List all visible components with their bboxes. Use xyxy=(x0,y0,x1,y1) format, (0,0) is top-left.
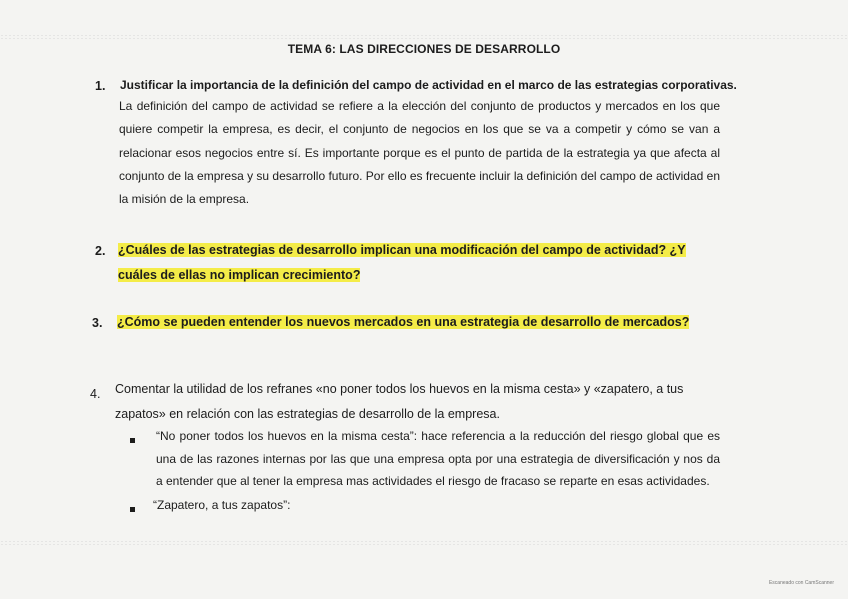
question-2-text xyxy=(118,238,723,288)
question-1-number: 1. xyxy=(95,79,106,93)
bullet-marker-2 xyxy=(130,507,135,512)
question-3-text xyxy=(117,310,737,335)
page-title: TEMA 6: LAS DIRECCIONES DE DESARROLLO xyxy=(287,42,561,56)
question-2-highlight: ¿Cuáles de las estrategias de desarrollo implican una modificación del campo de actividad? ¿Y cuáles de ellas no implican crecimiento? xyxy=(118,243,686,282)
question-4-number: 4. xyxy=(90,387,101,401)
bullet-marker-1 xyxy=(130,438,135,443)
question-4-text: Comentar la utilidad de los refranes «no poner todos los huevos en la misma cesta» y «zapatero, a tus zapatos» en relación con las estrategias de desarrollo de la empresa. xyxy=(115,382,684,421)
scanner-watermark: Escaneado con CamScanner xyxy=(768,580,834,586)
bullet-text-2: “Zapatero, a tus zapatos”: xyxy=(153,498,291,512)
question-2-number: 2. xyxy=(95,244,106,258)
question-3-highlight: ¿Cómo se pueden entender los nuevos mercados en una estrategia de desarrollo de mercados? xyxy=(117,315,690,329)
question-1-text: Justificar la importancia de la definición del campo de actividad en el marco de las estrategias corporativas. xyxy=(120,78,737,92)
bullet-text-1: “No poner todos los huevos en la misma cesta”: hace referencia a la reducción del riesgo global que es una de las razones internas por las que una empresa opta por una estrategia de diversificación y nos da a entender que al tener la empresa mas actividades el riesgo de fracaso se reparte en esas actividades. xyxy=(156,429,720,488)
scan-noise-top xyxy=(0,34,848,40)
question-1-answer: La definición del campo de actividad se refiere a la elección del conjunto de productos y mercados en los que quiere competir la empresa, es decir, el conjunto de negocios en los que se va a competir y cómo se van a relacionar esos negocios entre sí. Es importante porque es el punto de partida de la estrategia ya que afecta al conjunto de la empresa y su desarrollo futuro. Por ello es frecuente incluir la definición del campo de actividad en la misión de la empresa. xyxy=(119,99,721,207)
scan-noise-bottom xyxy=(0,540,848,546)
question-3-number: 3. xyxy=(92,316,103,330)
